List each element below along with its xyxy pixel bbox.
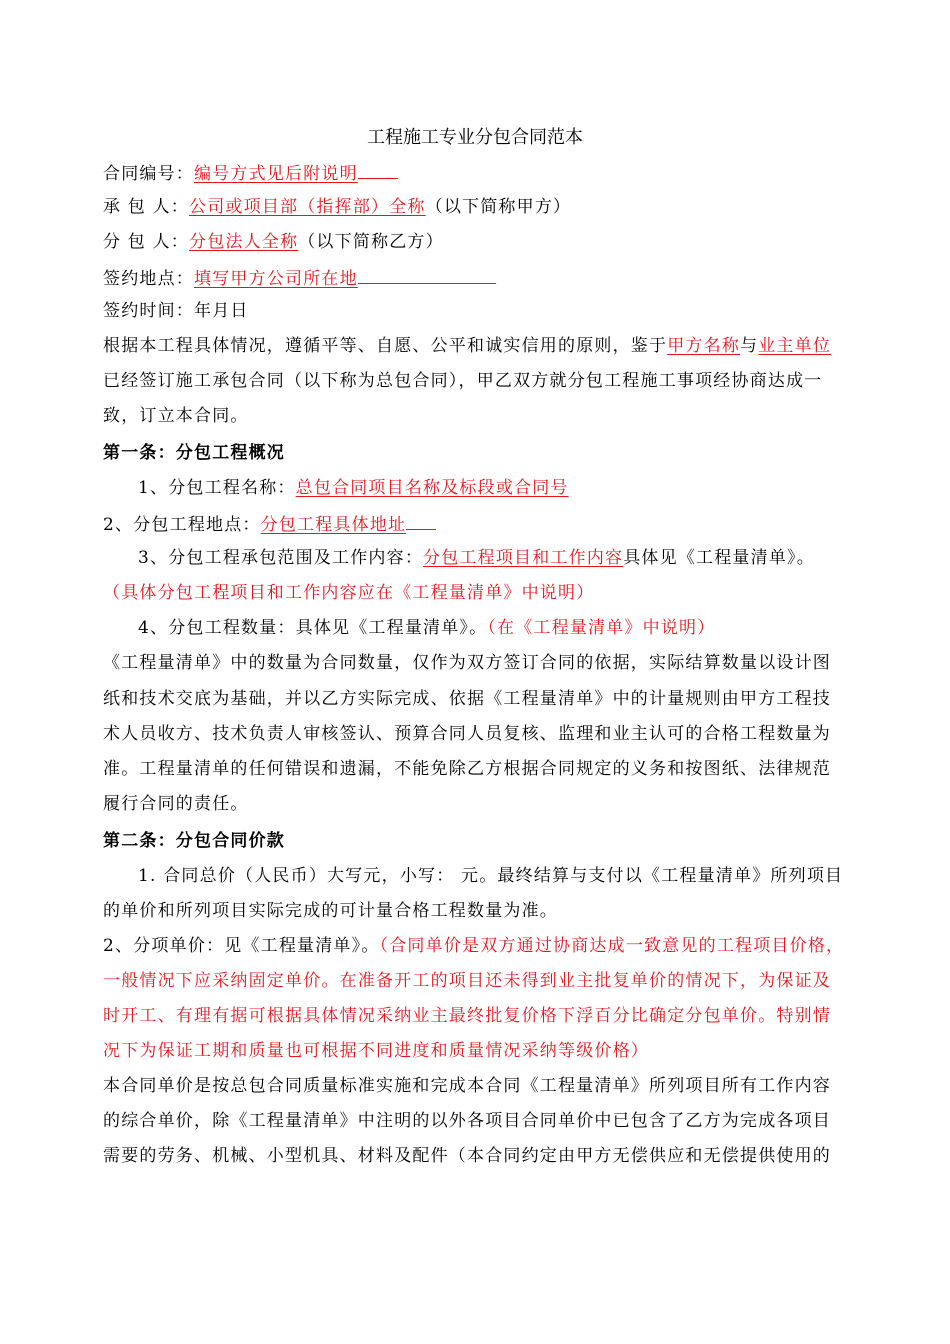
project-location-value: 分包工程具体地址	[260, 515, 407, 535]
project-location-label: 2、分包工程地点：	[103, 515, 261, 535]
subcontractor-line	[103, 228, 873, 256]
contractor-value: 公司或项目部（指挥部）全称	[189, 197, 426, 217]
unit-price-paragraph-line: 需要的劳务、机械、小型机具、材料及配件（本合同约定由甲方无偿供应和无偿提供使用的	[103, 1146, 831, 1166]
project-scope-suffix: 具体见《工程量清单》。	[623, 548, 815, 568]
quantity-paragraph-line: 《工程量清单》中的数量为合同数量，仅作为双方签订合同的依据，实际结算数量以设计图	[103, 653, 831, 673]
party-a-name: 甲方名称	[667, 336, 741, 356]
contract-number-line	[103, 158, 873, 186]
project-name-value: 总包合同项目名称及标段或合同号	[295, 478, 569, 498]
unit-price-label: 2、分项单价：见《工程量清单》。	[103, 936, 380, 956]
quantity-paragraph-line: 术人员收方、技术负责人审核签认、预算合同人员复核、监理和业主认可的合格工程数量为	[103, 724, 831, 744]
article-one-heading: 第一条：分包工程概况	[103, 443, 285, 463]
blank-underline	[358, 263, 496, 284]
unit-price-note: （合同单价是双方通过协商达成一致意见的工程项目价格，	[379, 936, 845, 956]
contractor-suffix: （以下简称甲方）	[425, 197, 572, 217]
blank-underline	[406, 509, 436, 530]
blank-underline	[358, 158, 398, 179]
signing-place-line	[103, 263, 873, 291]
project-quantity-label: 4、分包工程数量：具体见《工程量清单》。	[138, 618, 488, 638]
document-title: 工程施工专业分包合同范本	[367, 127, 583, 148]
unit-price-paragraph-line: 的综合单价，除《工程量清单》中注明的以外各项目合同单价中已包含了乙方为完成各项目	[103, 1111, 831, 1131]
total-price-line: 的单价和所列项目实际完成的可计量合格工程数量为准。	[103, 901, 558, 921]
article-two-heading: 第二条：分包合同价款	[103, 831, 285, 851]
unit-price-note-line: 时开工、有理有据可根据具体情况采纳业主最终批复价格下浮百分比确定分包单价。特别情	[103, 1006, 831, 1026]
quantity-paragraph-line: 履行合同的责任。	[103, 794, 249, 814]
project-name-line	[138, 474, 908, 502]
preamble-line	[103, 332, 873, 360]
unit-price-note-line: 一般情况下应采纳固定单价。在准备开工的项目还未得到业主批复单价的情况下，为保证及	[103, 971, 831, 991]
scope-note: （具体分包工程项目和工作内容应在《工程量清单》中说明）	[103, 583, 595, 603]
contractor-label: 承 包 人：	[103, 197, 190, 217]
unit-price-note-line: 况下为保证工期和质量也可根据不同进度和质量情况采纳等级价格）	[103, 1041, 649, 1061]
preamble-line: 致，订立本合同。	[103, 406, 249, 426]
subcontractor-label: 分 包 人：	[103, 232, 190, 252]
preamble-text: 根据本工程具体情况，遵循平等、自愿、公平和诚实信用的原则，鉴于	[103, 336, 668, 356]
unit-price-line	[103, 932, 873, 960]
project-location-line	[103, 509, 873, 537]
project-scope-line	[138, 544, 908, 572]
total-price-line: 1. 合同总价（人民币）大写元，小写： 元。最终结算与支付以《工程量清单》所列项目	[138, 866, 844, 886]
contract-number-value: 编号方式见后附说明	[194, 164, 358, 184]
project-name-label: 1、分包工程名称：	[138, 478, 296, 498]
contract-number-label: 合同编号：	[103, 164, 194, 184]
subcontractor-suffix: （以下简称乙方）	[298, 232, 444, 252]
project-quantity-note: （在《工程量清单》中说明）	[487, 618, 716, 638]
signing-place-label: 签约地点：	[103, 269, 194, 289]
preamble-line: 已经签订施工承包合同（以下称为总包合同），甲乙双方就分包工程施工事项经协商达成一	[103, 371, 823, 391]
quantity-paragraph-line: 准。工程量清单的任何错误和遗漏，不能免除乙方根据合同规定的义务和按图纸、法律规范	[103, 759, 831, 779]
subcontractor-value: 分包法人全称	[189, 232, 299, 252]
project-scope-label: 3、分包工程承包范围及工作内容：	[138, 548, 424, 568]
project-scope-value: 分包工程项目和工作内容	[423, 548, 624, 568]
owner-unit: 业主单位	[758, 336, 832, 356]
preamble-and: 与	[740, 336, 759, 356]
quantity-paragraph-line: 纸和技术交底为基础，并以乙方实际完成、依据《工程量清单》中的计量规则由甲方工程技	[103, 689, 831, 709]
contractor-line	[103, 193, 873, 221]
signing-place-value: 填写甲方公司所在地	[194, 269, 358, 289]
unit-price-paragraph-line: 本合同单价是按总包合同质量标准实施和完成本合同《工程量清单》所列项目所有工作内容	[103, 1076, 831, 1096]
signing-time-line: 签约时间：年月日	[103, 301, 249, 321]
project-quantity-line	[138, 614, 908, 642]
